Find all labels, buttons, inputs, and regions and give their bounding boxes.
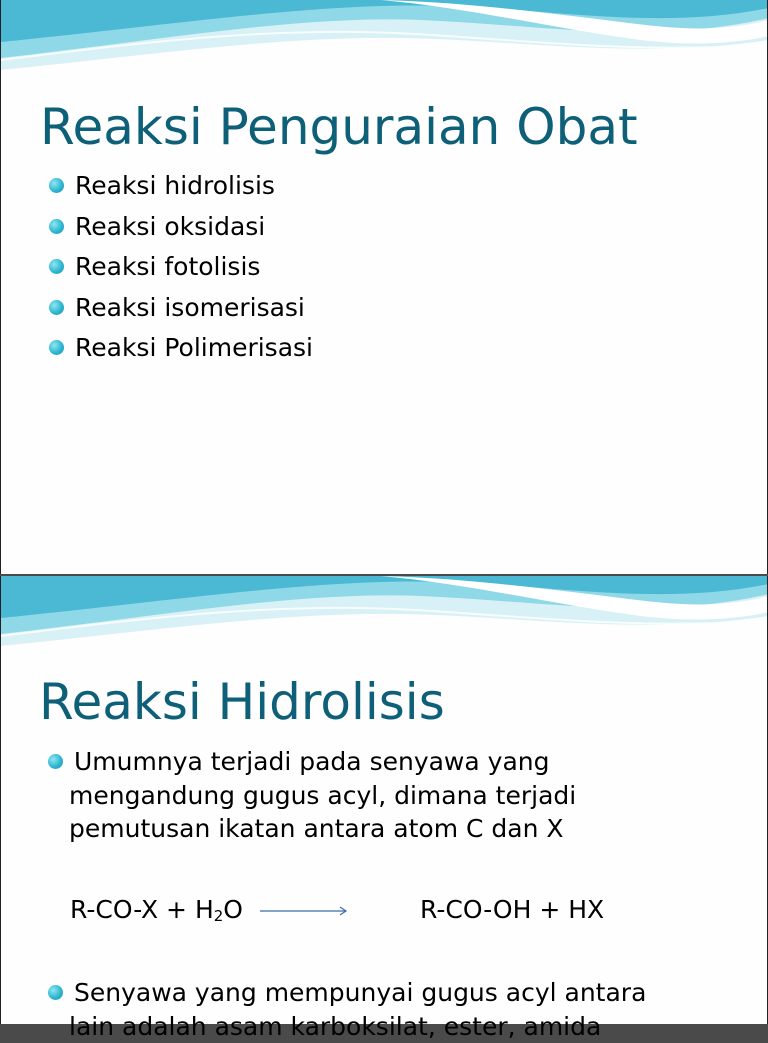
slide-title: Reaksi Hidrolisis <box>39 672 445 732</box>
list-item-text: Reaksi fotolisis <box>75 252 260 281</box>
paragraph-line: Umumnya terjadi pada senyawa yang <box>74 745 576 779</box>
list-item-text: Reaksi Polimerisasi <box>75 333 313 362</box>
reactants-suffix: O <box>223 895 243 924</box>
list-item <box>49 288 313 329</box>
wave-banner-decoration <box>1 0 768 95</box>
list-item <box>48 976 646 1043</box>
list-item-text: Reaksi oksidasi <box>75 212 265 241</box>
bullet-dot-icon <box>49 300 64 315</box>
list-item <box>49 166 313 207</box>
reactants-text: R-CO-X + H <box>70 895 214 924</box>
bullet-dot-icon <box>49 340 64 355</box>
list-item <box>49 207 313 248</box>
paragraph-line: Senyawa yang mempunyai gugus acyl antara <box>74 976 646 1010</box>
bullet-dot-icon <box>49 219 64 234</box>
list-item-text: Reaksi hidrolisis <box>75 171 275 200</box>
list-item <box>48 745 576 846</box>
bullet-dot-icon <box>49 259 64 274</box>
bullet-dot-icon <box>49 178 64 193</box>
paragraph-line: lain adalah asam karboksilat, ester, amida <box>69 1010 646 1043</box>
list-item <box>49 247 313 288</box>
list-item-text: Reaksi isomerisasi <box>75 293 305 322</box>
subscript: 2 <box>214 907 224 925</box>
paragraph-line: pemutusan ikatan antara atom C dan X <box>69 812 576 846</box>
slide-title: Reaksi Penguraian Obat <box>40 97 638 157</box>
bullet-list <box>48 976 646 1043</box>
bullet-dot-icon <box>48 754 63 769</box>
paragraph-line: mengandung gugus acyl, dimana terjadi <box>69 779 576 813</box>
equation-reactants <box>70 893 243 933</box>
reaction-arrow-icon <box>260 905 350 917</box>
bullet-dot-icon <box>48 985 63 1000</box>
bullet-list <box>48 745 576 846</box>
list-item <box>49 328 313 369</box>
bullet-list <box>49 166 313 369</box>
wave-banner-decoration <box>1 576 768 671</box>
equation-products: R-CO-OH + HX <box>420 893 604 926</box>
